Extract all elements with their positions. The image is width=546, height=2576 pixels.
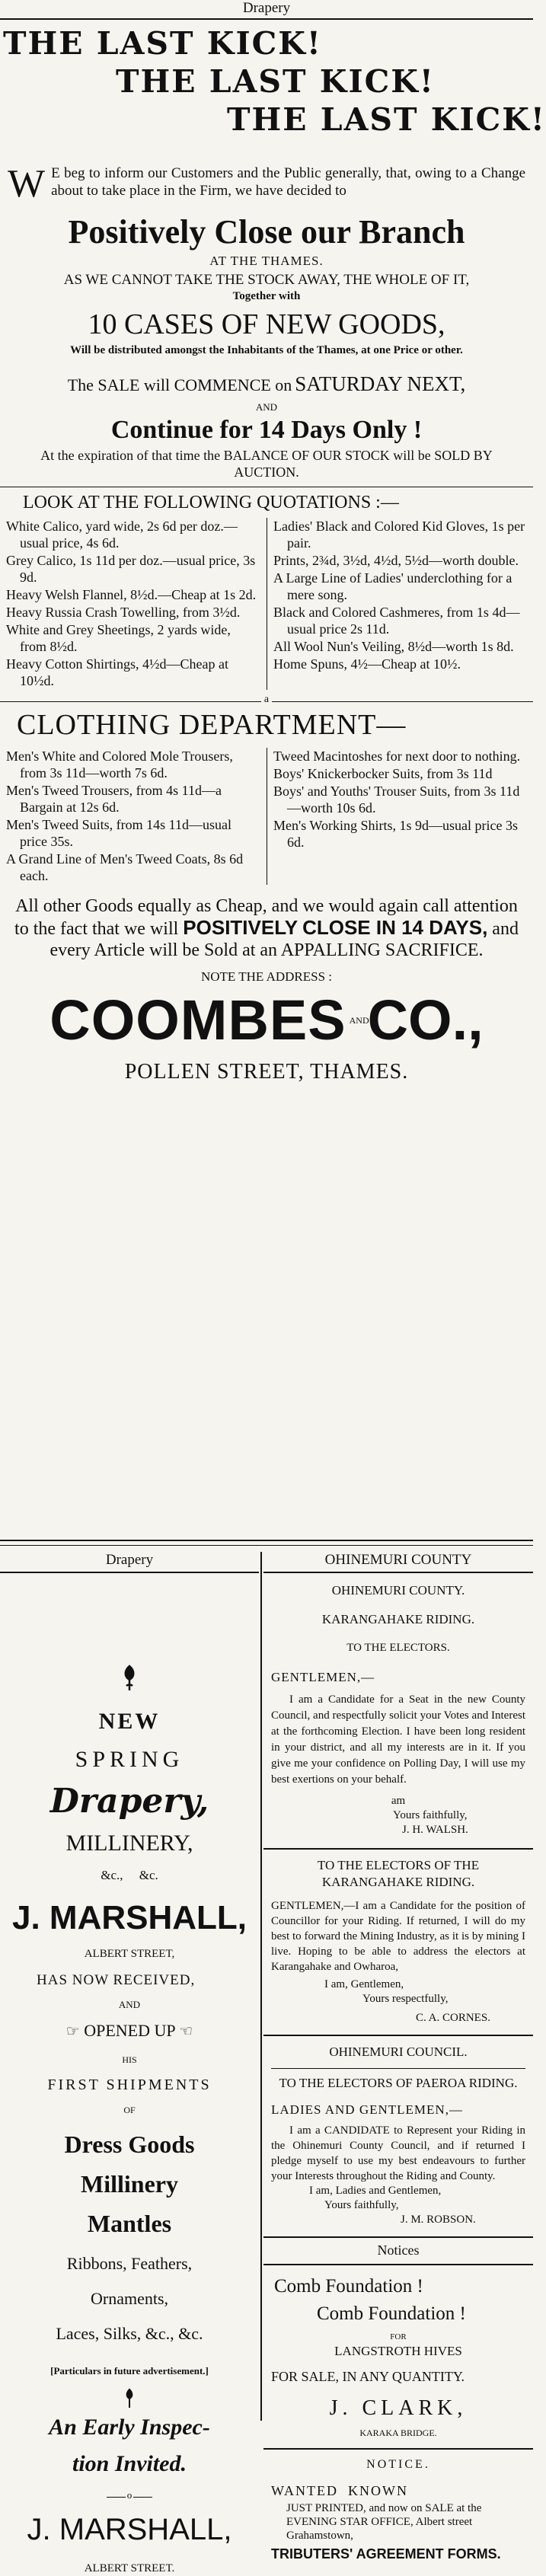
has-now-received: HAS NOW RECEIVED, bbox=[37, 1972, 196, 1988]
quotations-right-column bbox=[267, 518, 533, 690]
ribbons-line: Ribbons, Feathers, bbox=[66, 2254, 193, 2273]
his-word: HIS bbox=[122, 2054, 137, 2065]
laces-line: Laces, Silks, &c., &c. bbox=[56, 2324, 203, 2343]
kick-line-1: THE LAST KICK! bbox=[3, 25, 322, 62]
notice-head: NOTICE. bbox=[366, 2458, 430, 2471]
cornes-am: I am, Gentlemen, bbox=[324, 1978, 404, 1990]
section-rule bbox=[0, 1540, 533, 1541]
clothing-right-column bbox=[267, 748, 533, 885]
ten-cases: 10 CASES OF NEW GOODS, bbox=[88, 308, 445, 340]
quotation-item: Heavy Cotton Shirtings, 4½d—Cheap at 10½d. bbox=[6, 656, 228, 688]
quotation-item: Heavy Russia Crash Towelling, from 3½d. bbox=[6, 605, 241, 620]
expiration-line: At the expiration of that time the BALANCE OF OUR STOCK will be SOLD BY AUCTION. bbox=[40, 448, 493, 480]
robson-notice bbox=[263, 2044, 533, 2227]
goods-dress: Dress Goods bbox=[64, 2131, 195, 2158]
robson-body: I am a CANDIDATE to Represent your Riding in the Ohinemuri County Council, and if returned I pledge myself to use my best endeavours to further your Interests throughout the Riding and County. bbox=[271, 2124, 525, 2182]
early-inspection-1: An Early Inspec- bbox=[49, 2415, 210, 2440]
clothing-item: Men's Working Shirts, 1s 9d—usual price 3s 6d. bbox=[273, 818, 518, 850]
intro-paragraph bbox=[8, 164, 525, 204]
fleuron-icon bbox=[123, 1665, 136, 1692]
divider bbox=[0, 696, 533, 707]
tributers-forms: TRIBUTERS' AGREEMENT FORMS. bbox=[271, 2546, 501, 2562]
quotation-item: A Large Line of Ladies' underclothing for a mere song. bbox=[273, 570, 512, 602]
early-inspection-2: tion Invited. bbox=[72, 2451, 187, 2476]
first-shipments: FIRST SHIPMENTS bbox=[47, 2076, 212, 2093]
divider-letter: a bbox=[261, 694, 272, 705]
merchant-name-2: J. MARSHALL, bbox=[27, 2513, 232, 2546]
quotations-heading: LOOK AT THE FOLLOWING QUOTATIONS :— bbox=[23, 493, 399, 512]
clothing-item: Boys' and Youths' Trouser Suits, from 3s 11d—worth 10s 6d. bbox=[273, 784, 520, 816]
goods-mantles: Mantles bbox=[87, 2210, 172, 2237]
firm-co: CO., bbox=[367, 988, 484, 1052]
clothing-item: Men's White and Colored Mole Trousers, from 3s 11d—worth 7s 6d. bbox=[6, 749, 233, 780]
notices-heading: Notices bbox=[377, 2242, 420, 2258]
close-14-days: CLOSE IN 14 DAYS, bbox=[302, 916, 488, 939]
clothing-item: A Grand Line of Men's Tweed Coats, 8s 6d each. bbox=[6, 851, 244, 883]
clothing-grid bbox=[0, 748, 533, 885]
and-word-left: AND bbox=[118, 1999, 141, 2010]
cornes-head: TO THE ELECTORS OF THE KARANGAHAKE RIDING. bbox=[317, 1858, 480, 1889]
coombes-advertisement bbox=[0, 0, 546, 1086]
sale-commence-pre: The SALE will COMMENCE on bbox=[67, 375, 292, 394]
all-other-text: All other Goods equally as Cheap, and we would again call attention to the fact that we will bbox=[14, 896, 518, 939]
pointing-hand-icon: ☞ bbox=[65, 2023, 80, 2040]
merchant-street-2: ALBERT STREET. bbox=[84, 2562, 175, 2574]
ornament-mark-icon bbox=[124, 2389, 135, 2408]
quotations-left-column bbox=[0, 518, 267, 690]
section-heading: Drapery bbox=[242, 0, 291, 16]
pointing-hand-left-icon: ☜ bbox=[179, 2023, 193, 2040]
ohinemuri-column bbox=[263, 1552, 533, 2562]
comb-name: J. CLARK, bbox=[329, 2396, 468, 2420]
left-section-heading: Drapery bbox=[105, 1552, 154, 1568]
comb-line-1: Comb Foundation ! bbox=[274, 2276, 423, 2297]
comb-place: KARAKA BRIDGE. bbox=[359, 2428, 437, 2438]
kick-line-2: THE LAST KICK! bbox=[116, 63, 435, 100]
clothing-item: Men's Tweed Suits, from 14s 11d—usual price 35s. bbox=[6, 817, 231, 849]
of-word: OF bbox=[123, 2105, 136, 2115]
firm-and: AND bbox=[349, 1014, 369, 1026]
cornes-notice bbox=[263, 1857, 533, 2025]
walsh-head-3: TO THE ELECTORS. bbox=[346, 1642, 450, 1654]
cornes-respectfully: Yours respectfully, bbox=[362, 1993, 449, 2005]
wanted-known: WANTED KNOWN bbox=[271, 2483, 408, 2498]
opened-up-text: OPENED UP bbox=[84, 2021, 175, 2040]
robson-rule bbox=[271, 2068, 525, 2069]
right-heading-rule bbox=[263, 1572, 533, 1573]
notice-rule bbox=[263, 2448, 533, 2450]
robson-faithfully: Yours faithfully, bbox=[324, 2199, 399, 2211]
spring-word: SPRING bbox=[75, 1747, 184, 1772]
cannot-take-stock: AS WE CANNOT TAKE THE STOCK AWAY, THE WHOLE OF IT, bbox=[63, 272, 470, 288]
clothing-left-column bbox=[0, 748, 267, 885]
distributed-line: Will be distributed amongst the Inhabitants of the Thames, at one Price or other. bbox=[70, 344, 463, 356]
quotation-item: All Wool Nun's Veiling, 8½d—worth 1s 8d. bbox=[273, 639, 514, 654]
new-word: NEW bbox=[98, 1709, 161, 1734]
firm-name bbox=[0, 990, 533, 1051]
tributers-notice bbox=[263, 2457, 533, 2562]
together-with: Together with bbox=[232, 290, 301, 302]
at-thames: AT THE THAMES. bbox=[209, 254, 324, 268]
particulars-line: [Particulars in future advertisement.] bbox=[50, 2365, 209, 2376]
quotation-item: White and Grey Sheetings, 2 yards wide, from 8½d. bbox=[6, 622, 231, 654]
clothing-item: Men's Tweed Trousers, from 4s 11d—a Bargain at 12s 6d. bbox=[6, 783, 222, 815]
walsh-salute: GENTLEMEN,— bbox=[271, 1670, 375, 1684]
continue-14-days: Continue for 14 Days Only ! bbox=[110, 416, 423, 444]
appalling-sacrifice: and every Article will be Sold at an APPALLING SACRIFICE. bbox=[49, 919, 519, 960]
robson-head-2: TO THE ELECTORS OF PAEROA RIDING. bbox=[279, 2076, 518, 2090]
small-divider bbox=[0, 2489, 259, 2504]
notice-rule bbox=[263, 2236, 533, 2238]
right-section-heading: OHINEMURI COUNTY bbox=[324, 1552, 472, 1568]
robson-am: I am, Ladies and Gentlemen, bbox=[309, 2185, 442, 2197]
comb-hives: LANGSTROTH HIVES bbox=[334, 2344, 462, 2358]
positively-word: POSITIVELY bbox=[183, 916, 299, 939]
quotation-item: Home Spuns, 4½—Cheap at 10½. bbox=[273, 656, 461, 672]
walsh-body: I am a Candidate for a Seat in the new County Council, and respectfully solicit your Votes and Interest at the forthcoming Election. I have been long resident in your district, and all my interests are in it. If you give me your confidence on Polling Day, I will use my best exertions on your behalf. bbox=[271, 1693, 525, 1786]
opened-up bbox=[0, 2019, 259, 2043]
firm-coombes: COOMBES bbox=[49, 988, 346, 1052]
heading-rule bbox=[0, 18, 533, 20]
clothing-item: Boys' Knickerbocker Suits, from 3s 11d bbox=[273, 766, 493, 781]
walsh-am: am bbox=[391, 1795, 406, 1807]
ornaments-line: Ornaments, bbox=[90, 2289, 169, 2308]
walsh-head-2: KARANGAHAKE RIDING. bbox=[321, 1612, 475, 1626]
cornes-body: GENTLEMEN,—I am a Candidate for the position of Councillor for your Riding. If returned, I will do my best to forward the Mining Industry, as it is by mining I live. Hoping to be able to address the electors at Karangahake and Owharoa, bbox=[271, 1900, 525, 1973]
merchant-name: J. MARSHALL, bbox=[12, 1899, 247, 1936]
notice-rule bbox=[263, 1848, 533, 1850]
merchant-street: ALBERT STREET, bbox=[84, 1948, 175, 1960]
millinery-word: MILLINERY, bbox=[65, 1831, 193, 1856]
all-other-goods bbox=[0, 895, 533, 961]
saturday-next: SATURDAY NEXT, bbox=[295, 372, 466, 395]
drapery-word: Drapery, bbox=[49, 1782, 209, 1821]
section-rule-thin bbox=[0, 1545, 533, 1546]
walsh-faithfully: Yours faithfully, bbox=[393, 1809, 468, 1821]
note-address: NOTE THE ADDRESS : bbox=[200, 969, 333, 984]
walsh-head-1: OHINEMURI COUNTY. bbox=[331, 1583, 465, 1598]
firm-street: POLLEN STREET, THAMES. bbox=[124, 1060, 409, 1084]
walsh-signature: J. H. WALSH. bbox=[402, 1824, 468, 1836]
two-column-section bbox=[0, 1552, 533, 2574]
robson-signature: J. M. ROBSON. bbox=[401, 2214, 476, 2226]
fleuron-divider bbox=[0, 2389, 259, 2408]
walsh-notice bbox=[263, 1582, 533, 1837]
small-o: o bbox=[126, 2489, 133, 2501]
etc-line: &c., &c. bbox=[101, 1868, 158, 1882]
close-branch-headline: Positively Close our Branch bbox=[68, 213, 465, 251]
robson-head-1: OHINEMURI COUNCIL. bbox=[329, 2045, 468, 2059]
notice-body: JUST PRINTED, and now on SALE at the EVENING STAR OFFICE, Albert street Grahamstown, bbox=[286, 2502, 482, 2542]
intro-dropcap: W bbox=[8, 162, 46, 206]
clothing-heading: CLOTHING DEPARTMENT— bbox=[17, 709, 407, 741]
sale-commence bbox=[0, 372, 533, 400]
column-divider bbox=[260, 1552, 262, 2421]
quotation-item: Heavy Welsh Flannel, 8½d.—Cheap at 1s 2d. bbox=[6, 587, 257, 602]
and-word: AND bbox=[255, 401, 278, 413]
goods-millinery: Millinery bbox=[81, 2170, 178, 2198]
quotation-item: Ladies' Black and Colored Kid Gloves, 1s per pair. bbox=[273, 519, 525, 551]
notices-rule bbox=[263, 2264, 533, 2265]
robson-salute: LADIES AND GENTLEMEN,— bbox=[271, 2102, 463, 2117]
comb-for: FOR bbox=[390, 2332, 407, 2341]
quotation-item: Black and Colored Cashmeres, from 1s 4d—usual price 2s 11d. bbox=[273, 605, 520, 637]
comb-sale: FOR SALE, IN ANY QUANTITY. bbox=[271, 2369, 465, 2384]
comb-foundation-notice bbox=[263, 2274, 533, 2439]
marshall-advertisement bbox=[0, 1552, 259, 2574]
left-heading-rule bbox=[0, 1572, 259, 1573]
kick-line-3: THE LAST KICK! bbox=[227, 101, 546, 138]
cornes-signature: C. A. CORNES. bbox=[416, 2012, 490, 2024]
quotation-item: Prints, 2¾d, 3½d, 4½d, 5½d—worth double. bbox=[273, 553, 519, 568]
comb-line-2: Comb Foundation ! bbox=[317, 2303, 466, 2324]
notice-rule bbox=[263, 2035, 533, 2036]
clothing-item: Tweed Macintoshes for next door to nothing. bbox=[273, 749, 521, 764]
intro-text: E beg to inform our Customers and the Public generally, that, owing to a Change about to take place in the Firm, we have decided to bbox=[51, 165, 525, 199]
quotation-item: Grey Calico, 1s 11d per doz.—usual price, 3s 9d. bbox=[6, 553, 256, 585]
quotations-grid bbox=[0, 518, 533, 690]
ornament-icon bbox=[0, 1665, 259, 1695]
quotation-item: White Calico, yard wide, 2s 6d per doz.—usual price, 4s 6d. bbox=[6, 519, 238, 551]
